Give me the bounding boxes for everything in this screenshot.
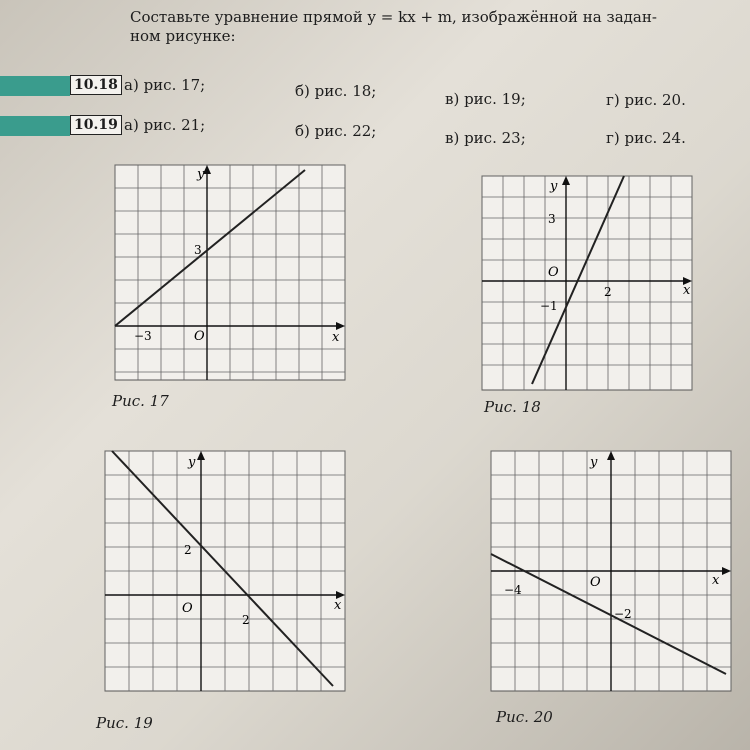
figure-18-caption: Рис. 18 — [484, 398, 541, 416]
exercise-item-d: г) рис. 20. — [606, 91, 686, 109]
origin-label: O — [194, 329, 205, 344]
y-axis-label: y — [188, 455, 196, 470]
y-axis-label: y — [197, 167, 205, 182]
exercise-item-d: г) рис. 24. — [606, 129, 686, 147]
task-instruction — [130, 8, 730, 46]
y-intercept-label: −2 — [614, 607, 632, 621]
exercise-number: 10.19 — [70, 115, 122, 135]
x-intercept-label: −3 — [134, 329, 152, 343]
figure-17-graph — [110, 160, 350, 385]
figure-17-caption: Рис. 17 — [112, 392, 169, 410]
exercise-10-18 — [0, 74, 750, 109]
instruction-line-1: Составьте уравнение прямой y = kx + m, изображённой на задан- — [130, 8, 657, 26]
exercise-number: 10.18 — [70, 75, 122, 95]
y-axis-label: y — [590, 455, 598, 470]
x-tick-2-label: 2 — [604, 285, 612, 299]
x-intercept-label: −4 — [504, 583, 522, 597]
x-axis-label: x — [334, 598, 342, 613]
y-axis-label: y — [550, 179, 558, 194]
exercise-item-b: б) рис. 18; — [295, 82, 377, 100]
x-axis-label: x — [332, 330, 340, 345]
exercise-item-a: а) рис. 17; — [124, 76, 206, 94]
y-intercept-label: 2 — [184, 543, 192, 557]
figure-20-graph — [486, 446, 736, 696]
x-axis-label: x — [683, 283, 691, 298]
figure-20-caption: Рис. 20 — [496, 708, 553, 726]
figure-18-graph — [478, 172, 698, 392]
exercise-item-c: в) рис. 19; — [445, 90, 526, 108]
y-intercept-label: −1 — [540, 299, 558, 313]
y-intercept-label: 3 — [194, 243, 202, 257]
origin-label: O — [182, 601, 193, 616]
instruction-line-2: ном рисунке: — [130, 27, 236, 45]
exercise-marker-bar — [0, 116, 70, 136]
y-tick-3-label: 3 — [548, 212, 556, 226]
x-axis-label: x — [712, 573, 720, 588]
exercise-item-a: а) рис. 21; — [124, 116, 206, 134]
figure-19-caption: Рис. 19 — [96, 714, 153, 732]
exercise-item-b: б) рис. 22; — [295, 122, 377, 140]
figure-19-graph — [100, 446, 350, 696]
x-intercept-label: 2 — [242, 613, 250, 627]
exercise-item-c: в) рис. 23; — [445, 129, 526, 147]
origin-label: O — [548, 265, 559, 280]
exercise-marker-bar — [0, 76, 70, 96]
origin-label: O — [590, 575, 601, 590]
exercise-10-19 — [0, 114, 750, 147]
